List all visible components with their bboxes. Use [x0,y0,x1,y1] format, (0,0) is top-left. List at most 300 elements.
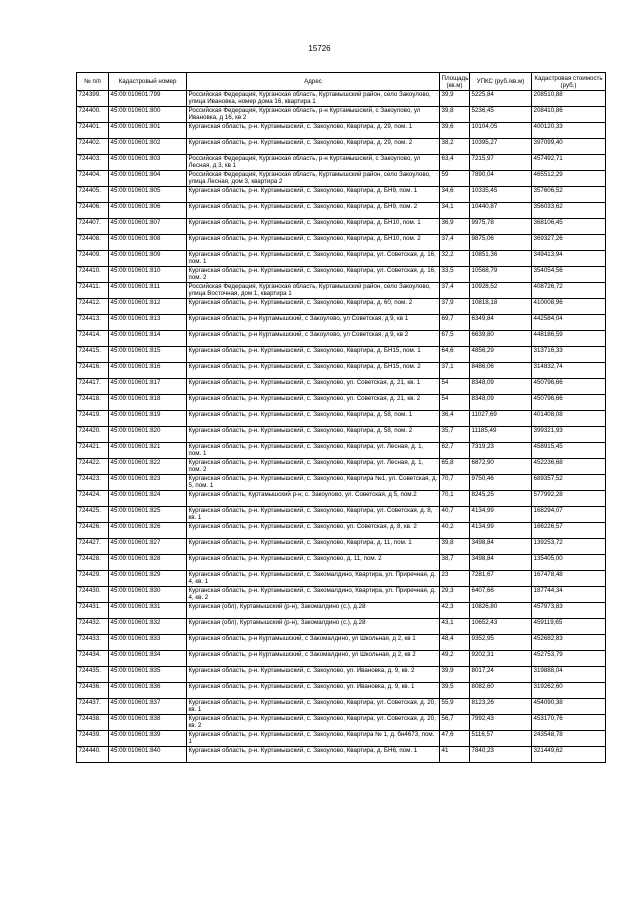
cell-upks: 7319,23 [470,443,532,459]
cell-cadastral: 45:09:010601:823 [109,475,187,491]
cell-cadastral: 45:09:010601:828 [109,555,187,571]
cell-area: 38,7 [440,555,470,571]
cell-cost: 457973,83 [532,603,606,619]
cell-address: Курганская область, р-н. Куртамышский, с. Закоулово, Квартира, д. 29, пом. 2 [187,139,440,155]
cell-cadastral: 45:09:010601:822 [109,459,187,475]
cell-cost: 243548,78 [532,731,606,747]
cell-cadastral: 45:09:010601:826 [109,523,187,539]
cell-upks: 6407,66 [470,587,532,603]
cell-area: 23 [440,571,470,587]
cell-upks: 4134,99 [470,507,532,523]
cell-upks: 4134,99 [470,523,532,539]
cell-address: Курганская область, р-н. Куртамышский, с. Закоулово, Квартира, д. 29, пом. 1 [187,123,440,139]
header-cost: Кадастровая стоимость (руб.) [532,73,606,91]
cell-num: 724434. [77,651,109,667]
cell-address: Курганская область, р-н Куртамышский, с Закоулово, ул Советская, д 9, кв 1 [187,315,440,331]
cell-upks: 9975,78 [470,219,532,235]
cell-area: 40,7 [440,507,470,523]
cell-cost: 356033,62 [532,203,606,219]
cell-num: 724412. [77,299,109,315]
cell-cadastral: 45:09:010601:827 [109,539,187,555]
cell-cost: 453170,76 [532,715,606,731]
cell-num: 724416. [77,363,109,379]
cell-num: 724436. [77,683,109,699]
cell-area: 47,6 [440,731,470,747]
cell-cost: 369327,26 [532,235,606,251]
cell-upks: 8123,26 [470,699,532,715]
cell-address: Курганская область, р-н. Куртамышский, с. Закоулово, Квартира, д. БН6, пом. 1 [187,747,440,763]
cell-cadastral: 45:09:010601:837 [109,699,187,715]
cell-address: Курганская (обл), Куртамышский (р-н), Закомалдино (с.), д.28 [187,603,440,619]
cell-address: Курганская область, р-н. Куртамышский, с. Закоулово, ул. Ивановка, д. 9, кв. 2 [187,667,440,683]
cell-upks: 7840,23 [470,747,532,763]
cell-address: Курганская область, р-н. Куртамышский, с. Закоулово, Квартира, д. 60, пом. 2 [187,299,440,315]
cell-cost: 399321,93 [532,427,606,443]
cell-cost: 357606,52 [532,187,606,203]
cell-upks: 10652,43 [470,619,532,635]
cell-num: 724422. [77,459,109,475]
table-row [77,427,606,443]
cell-address: Курганская область, р-н. Куртамышский, с. Закоулово, Квартира, ул. Советская, д. 16, пом. 1 [187,251,440,267]
cell-cost: 208510,88 [532,91,606,107]
cell-cost: 319888,04 [532,667,606,683]
cell-num: 724417. [77,379,109,395]
cell-cadastral: 45:09:010601:813 [109,315,187,331]
cell-address: Курганская область, р-н. Куртамышский, с. Закоулово, Квартира, ул. Лесная, д. 1, пом. 2 [187,459,440,475]
cell-cadastral: 45:09:010601:814 [109,331,187,347]
cell-cadastral: 45:09:010601:815 [109,347,187,363]
cell-cost: 577992,28 [532,491,606,507]
table-row [77,507,606,523]
cell-address: Курганская область, р-н. Куртамышский, с. Закоулово, Квартира №1, ул. Советская, д. 5, пом. 1 [187,475,440,491]
cell-address: Курганская область, р-н. Куртамышский, с. Закоулово, ул. Советская, д. 21, кв. 2 [187,395,440,411]
table-row [77,443,606,459]
cell-num: 724437. [77,699,109,715]
cell-cost: 397099,40 [532,139,606,155]
cell-cost: 410008,96 [532,299,606,315]
table-row [77,107,606,123]
cell-area: 48,4 [440,635,470,651]
table-row [77,123,606,139]
header-cadastral: Кадастровый номер [109,73,187,91]
cadastral-table [76,72,606,763]
cell-upks: 7215,97 [470,155,532,171]
cell-cadastral: 45:09:010601:820 [109,427,187,443]
cell-upks: 10395,27 [470,139,532,155]
cell-cadastral: 45:09:010601:832 [109,619,187,635]
table-row [77,587,606,603]
cell-cost: 319262,60 [532,683,606,699]
cell-num: 724440. [77,747,109,763]
cell-num: 724432. [77,619,109,635]
cell-num: 724429. [77,571,109,587]
cell-upks: 8348,09 [470,379,532,395]
page-number: 15726 [308,44,331,53]
table-row [77,283,606,299]
table-row [77,347,606,363]
table-row [77,203,606,219]
cell-num: 724435. [77,667,109,683]
cell-area: 37,1 [440,363,470,379]
cell-area: 64,6 [440,347,470,363]
cell-cost: 457492,71 [532,155,606,171]
table-row [77,747,606,763]
cell-address: Российская Федерация, Курганская область, р-н Куртамышский, с Закоулово, ул Ивановка, д 16, кв 2 [187,107,440,123]
cell-address: Курганская область, р-н. Куртамышский, с. Закоулово, ул. Советская, д. 8, кв. 2 [187,523,440,539]
cell-cost: 452682,83 [532,635,606,651]
table-row [77,715,606,731]
cell-address: Курганская область, р-н. Куртамышский, с. Закоулово, ул. Ивановка, д. 9, кв. 1 [187,683,440,699]
table-row [77,267,606,283]
cell-num: 724406. [77,203,109,219]
table-row [77,667,606,683]
cell-address: Курганская область, р-н Куртамышский, с Закоулово, ул Советская, д 9, кв 2 [187,331,440,347]
cell-area: 42,3 [440,603,470,619]
cell-address: Российская Федерация, Курганская область, Куртамышский район, село Закоулово, улица Ивановка, номер дома 16, квартира 1 [187,91,440,107]
cell-upks: 8486,06 [470,363,532,379]
cell-cost: 448186,59 [532,331,606,347]
cell-upks: 10335,45 [470,187,532,203]
table-row [77,523,606,539]
table-row [77,187,606,203]
cell-area: 59 [440,171,470,187]
cell-upks: 3498,84 [470,539,532,555]
cell-upks: 10826,80 [470,603,532,619]
cell-address: Курганская область, р-н. Куртамышский, с. Закоулово, Квартира, д. БН15, пом. 1 [187,347,440,363]
cell-cadastral: 45:09:010601:817 [109,379,187,395]
cell-area: 43,1 [440,619,470,635]
cell-address: Курганская область, р-н Куртамышский, с Закомалдино, ул Школьная, д 2, кв 1 [187,635,440,651]
cell-cost: 167478,48 [532,571,606,587]
cell-address: Курганская область, р-н. Куртамышский, с. Закоулово, Квартира, д. БН10, пом. 1 [187,219,440,235]
cell-num: 724433. [77,635,109,651]
cell-upks: 3498,84 [470,555,532,571]
table-row [77,315,606,331]
cell-cost: 368106,45 [532,219,606,235]
table-row [77,139,606,155]
cell-cost: 168294,07 [532,507,606,523]
cell-cost: 139253,72 [532,539,606,555]
cell-address: Российская Федерация, Курганская область, Куртамышский район, село Закоулово, улица Восточная, дом 1, квартира 1 [187,283,440,299]
cell-cadastral: 45:09:010601:818 [109,395,187,411]
cell-cost: 400120,33 [532,123,606,139]
cell-area: 36,4 [440,411,470,427]
cell-cost: 135405,00 [532,555,606,571]
cell-area: 69,7 [440,315,470,331]
table-row [77,603,606,619]
cell-area: 34,1 [440,203,470,219]
cell-area: 37,4 [440,283,470,299]
cell-cadastral: 45:09:010601:807 [109,219,187,235]
cell-cadastral: 45:09:010601:805 [109,187,187,203]
cell-num: 724428. [77,555,109,571]
cell-area: 39,6 [440,123,470,139]
cell-upks: 8017,24 [470,667,532,683]
cell-address: Курганская область, р-н. Куртамышский, с. Закоулово, Квартира, ул. Советская, д. 8, кв. 1 [187,507,440,523]
cell-area: 39,5 [440,683,470,699]
table-row [77,299,606,315]
cell-area: 35,7 [440,427,470,443]
cell-cost: 442584,04 [532,315,606,331]
cell-cadastral: 45:09:010601:833 [109,635,187,651]
cell-upks: 8348,09 [470,395,532,411]
cell-upks: 6872,90 [470,459,532,475]
cell-upks: 10104,05 [470,123,532,139]
cell-cost: 408726,72 [532,283,606,299]
cell-cadastral: 45:09:010601:816 [109,363,187,379]
cell-cadastral: 45:09:010601:803 [109,155,187,171]
cell-cost: 454090,38 [532,699,606,715]
cell-num: 724400. [77,107,109,123]
cell-area: 49,2 [440,651,470,667]
cell-num: 724425. [77,507,109,523]
cell-area: 67,5 [440,331,470,347]
cell-num: 724411. [77,283,109,299]
cell-address: Курганская область, р-н. Куртамышский, с. Закоулово, Квартира, д. БН10, пом. 2 [187,235,440,251]
cell-num: 724421. [77,443,109,459]
cell-cadastral: 45:09:010601:821 [109,443,187,459]
table-row [77,395,606,411]
cell-area: 62,7 [440,443,470,459]
cell-cost: 458915,45 [532,443,606,459]
cell-area: 39,9 [440,667,470,683]
cell-area: 55,9 [440,699,470,715]
cell-area: 37,9 [440,299,470,315]
cell-area: 70,7 [440,475,470,491]
cell-num: 724414. [77,331,109,347]
table-row [77,619,606,635]
cell-address: Курганская область, р-н. Куртамышский, с. Закоулово, Квартира № 1, д. бн4673, пом. 1 [187,731,440,747]
cell-num: 724427. [77,539,109,555]
cell-upks: 10440,87 [470,203,532,219]
cell-num: 724404. [77,171,109,187]
cell-cost: 166226,57 [532,523,606,539]
cell-cadastral: 45:09:010601:802 [109,139,187,155]
header-area: Площадь (кв.м) [441,74,469,89]
cell-num: 724405. [77,187,109,203]
cell-cadastral: 45:09:010601:806 [109,203,187,219]
cell-cost: 452236,68 [532,459,606,475]
cell-num: 724401. [77,123,109,139]
cell-area: 39,8 [440,107,470,123]
cell-cost: 450796,66 [532,395,606,411]
cell-upks: 11185,49 [470,427,532,443]
cell-num: 724413. [77,315,109,331]
header-row [77,73,606,91]
cell-address: Курганская область, р-н. Куртамышский, с. Закоулово, Квартира, ул. Советская, д. 20, кв. 1 [187,699,440,715]
cell-upks: 10568,79 [470,267,532,283]
cell-upks: 7890,04 [470,171,532,187]
cell-address: Курганская область, р-н. Куртамышский, с. Закоулово, Квартира, д. БН9, пом. 1 [187,187,440,203]
cell-upks: 8245,25 [470,491,532,507]
cell-address: Курганская область, р-н Куртамышский, с Закомалдино, ул Школьная, д 2, кв 2 [187,651,440,667]
cell-upks: 10818,18 [470,299,532,315]
cell-cadastral: 45:09:010601:812 [109,299,187,315]
table-row [77,651,606,667]
cell-address: Курганская область, р-н. Куртамышский, с. Закоулово, Квартира, ул. Советская, д. 20, кв. 2 [187,715,440,731]
cell-upks: 9875,06 [470,235,532,251]
table-row [77,219,606,235]
cell-address: Курганская (обл), Куртамышский (р-н), Закомалдино (с.), д.28 [187,619,440,635]
table-row [77,331,606,347]
cell-area: 37,4 [440,235,470,251]
cell-num: 724439. [77,731,109,747]
cell-area: 41 [440,747,470,763]
cell-upks: 7281,67 [470,571,532,587]
cell-address: Курганская область, р-н. Куртамышский, с. Закоулово, Квартира, д. 58, пом. 2 [187,427,440,443]
cell-upks: 4856,29 [470,347,532,363]
table-row [77,683,606,699]
cell-upks: 5225,84 [470,91,532,107]
cell-area: 36,9 [440,219,470,235]
cell-upks: 5236,45 [470,107,532,123]
cell-area: 29,3 [440,587,470,603]
cell-cadastral: 45:09:010601:811 [109,283,187,299]
cell-address: Курганская область, р-н. Куртамышский, с. Закоулово, ул. Советская, д. 21, кв. 1 [187,379,440,395]
table-row [77,235,606,251]
cell-area: 33,5 [440,267,470,283]
cell-num: 724403. [77,155,109,171]
cell-cadastral: 45:09:010601:838 [109,715,187,731]
table-row [77,155,606,171]
cell-cadastral: 45:09:010601:836 [109,683,187,699]
cell-upks: 9202,31 [470,651,532,667]
table-row [77,475,606,491]
table-row [77,459,606,475]
cell-cadastral: 45:09:010601:808 [109,235,187,251]
cell-area: 34,6 [440,187,470,203]
cell-cost: 208410,86 [532,107,606,123]
cell-upks: 11027,69 [470,411,532,427]
cell-num: 724409. [77,251,109,267]
cell-cadastral: 45:09:010601:799 [109,91,187,107]
cell-num: 724407. [77,219,109,235]
cell-cadastral: 45:09:010601:800 [109,107,187,123]
header-address: Адрес [187,73,440,91]
cell-address: Курганская область, р-н. Куртамышский, с. Закомалдино, Квартира, ул. Приречная, д. 4, кв. 2 [187,587,440,603]
cell-cadastral: 45:09:010601:839 [109,731,187,747]
table-row [77,539,606,555]
cell-upks: 6349,84 [470,315,532,331]
cell-upks: 6639,80 [470,331,532,347]
cell-cadastral: 45:09:010601:801 [109,123,187,139]
cell-address: Курганская область, р-н. Куртамышский, с. Закоулово, Квартира, ул. Советская, д. 16, пом. 2 [187,267,440,283]
cell-cost: 465512,29 [532,171,606,187]
table-row [77,699,606,715]
cell-cadastral: 45:09:010601:804 [109,171,187,187]
cell-num: 724418. [77,395,109,411]
cell-num: 724399. [77,91,109,107]
cell-cost: 401408,08 [532,411,606,427]
cell-num: 724424. [77,491,109,507]
table-row [77,379,606,395]
cell-cost: 459119,65 [532,619,606,635]
cell-num: 724438. [77,715,109,731]
table-row [77,363,606,379]
cell-cost: 321449,62 [532,747,606,763]
cell-num: 724423. [77,475,109,491]
table-row [77,555,606,571]
cell-cost: 314832,74 [532,363,606,379]
cell-area: 63,4 [440,155,470,171]
cell-cost: 349413,94 [532,251,606,267]
cell-upks: 5116,57 [470,731,532,747]
cell-area: 39,8 [440,539,470,555]
cell-address: Российская Федерация, Курганская область, р-н Куртамышский, с Закоулово, ул Лесная, д 3, кв 1 [187,155,440,171]
cell-address: Курганская область, р-н. Куртамышский, с. Закоулово, Квартира, д. БН9, пом. 2 [187,203,440,219]
table-row [77,731,606,747]
table-row [77,251,606,267]
cell-cadastral: 45:09:010601:825 [109,507,187,523]
cell-cadastral: 45:09:010601:840 [109,747,187,763]
cell-cost: 450796,66 [532,379,606,395]
cell-area: 70,1 [440,491,470,507]
cell-cadastral: 45:09:010601:831 [109,603,187,619]
cell-cost: 452753,79 [532,651,606,667]
header-upks: УПКС (руб./кв.м) [470,73,532,91]
cell-area: 32,2 [440,251,470,267]
cell-num: 724402. [77,139,109,155]
cell-cadastral: 45:09:010601:819 [109,411,187,427]
cell-area: 54 [440,395,470,411]
cell-address: Курганская область, Куртамышский р-н, с. Закоулово, ул. Советская, д 5, пом.2 [187,491,440,507]
table-row [77,171,606,187]
cell-upks: 9750,46 [470,475,532,491]
cell-upks: 8082,60 [470,683,532,699]
cell-num: 724408. [77,235,109,251]
cell-num: 724431. [77,603,109,619]
cell-address: Курганская область, р-н. Куртамышский, с. Закомалдино, Квартира, ул. Приречная, д. 4, кв. 1 [187,571,440,587]
cell-cadastral: 45:09:010601:829 [109,571,187,587]
cell-address: Курганская область, р-н. Куртамышский, с. Закоулово, Квартира, д. БН15, пом. 2 [187,363,440,379]
cell-area: 40,2 [440,523,470,539]
cell-area: 54 [440,379,470,395]
cell-num: 724415. [77,347,109,363]
cell-address: Российская Федерация, Курганская область, Куртамышский район, село Закоулово, улица Лесная, дом 3, квартира 2 [187,171,440,187]
cell-num: 724426. [77,523,109,539]
cell-cadastral: 45:09:010601:835 [109,667,187,683]
cell-num: 724420. [77,427,109,443]
cell-cost: 689357,52 [532,475,606,491]
cell-cost: 313716,33 [532,347,606,363]
table-row [77,411,606,427]
cell-address: Курганская область, р-н. Куртамышский, с. Закоулово, Квартира, д. 11, пом. 1 [187,539,440,555]
cell-upks: 10851,36 [470,251,532,267]
cell-num: 724430. [77,587,109,603]
cell-cost: 354054,56 [532,267,606,283]
cell-address: Курганская область, р-н. Куртамышский, с. Закоулово, Квартира, д. 58, пом. 1 [187,411,440,427]
cell-cadastral: 45:09:010601:824 [109,491,187,507]
table-row [77,491,606,507]
cell-area: 65,8 [440,459,470,475]
cell-area: 38,2 [440,139,470,155]
header-num: № п/п [77,73,109,91]
cell-area: 56,7 [440,715,470,731]
cell-cadastral: 45:09:010601:830 [109,587,187,603]
cell-upks: 7992,43 [470,715,532,731]
cell-num: 724419. [77,411,109,427]
cell-upks: 9352,95 [470,635,532,651]
cell-address: Курганская область, р-н. Куртамышский, с. Закоулово, Квартира, ул. Лесная, д. 1, пом. 1 [187,443,440,459]
cell-address: Курганская область, р-н. Куртамышский, с. Закоулово, д. 11, пом. 2 [187,555,440,571]
cell-cost: 187744,34 [532,587,606,603]
table-row [77,635,606,651]
cell-upks: 10928,52 [470,283,532,299]
table-row [77,571,606,587]
cell-cadastral: 45:09:010601:810 [109,267,187,283]
cell-cadastral: 45:09:010601:834 [109,651,187,667]
cell-area: 39,9 [440,91,470,107]
